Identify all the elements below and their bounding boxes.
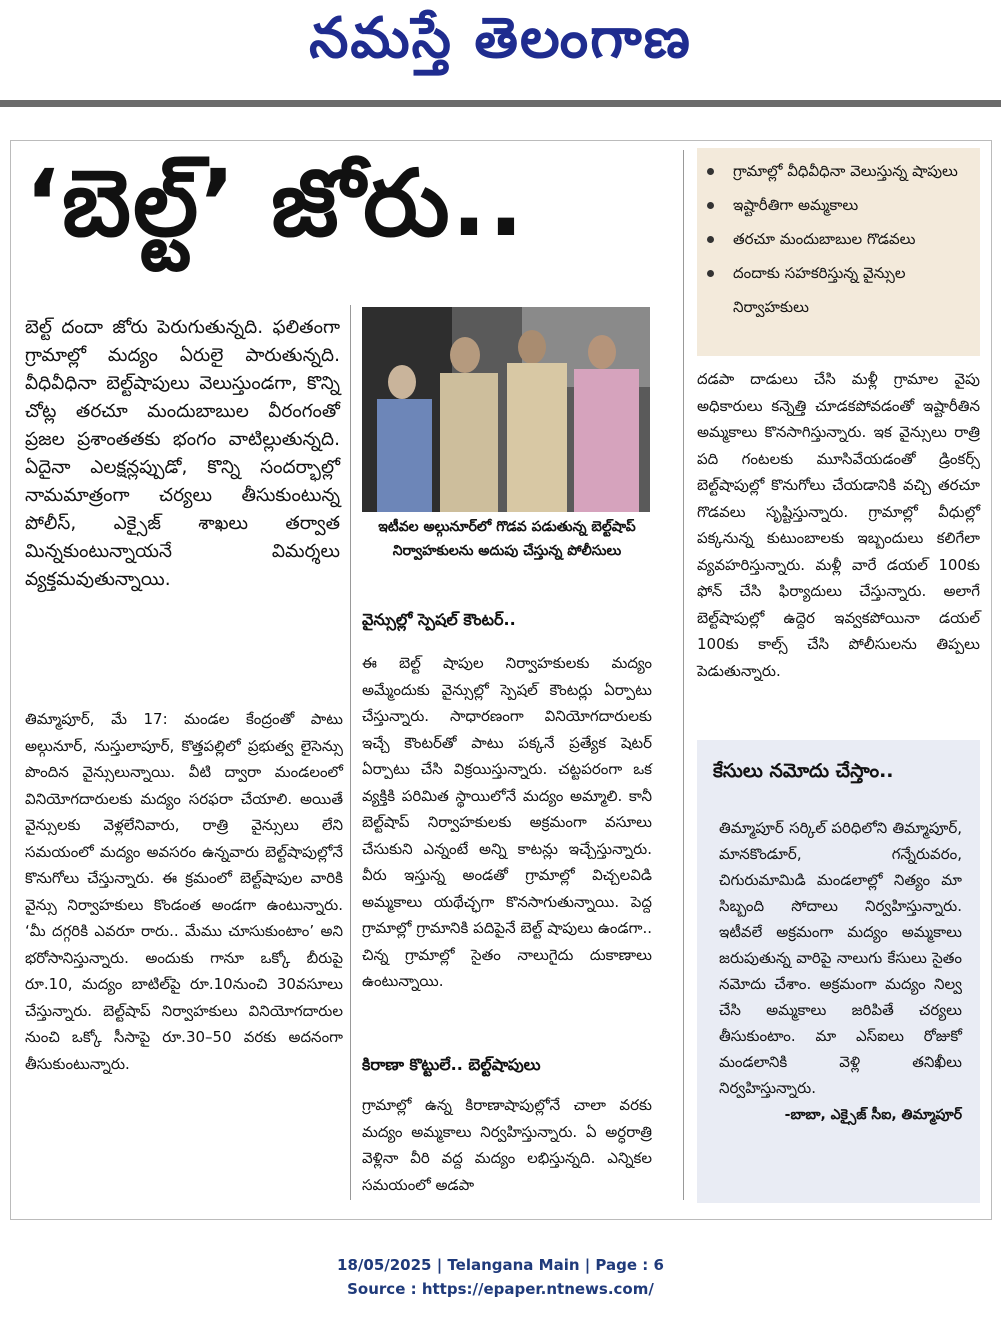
left-column [25,706,343,1077]
bullet-icon [707,202,714,209]
quote-box-title: కేసులు నమోదు చేస్తాం.. [713,760,894,782]
headline: ‘బెల్ట్’ జోరు.. [25,150,526,257]
body-right-text: దడపా దాడులు చేసి మళ్లీ గ్రామాల వైపు అధికారులు కన్నెత్తి చూడకపోవడంతో ఇష్టారీతిన అమ్మకాలు కొనసాగిస్తున్నారు. ఇక వైన్సులు రాత్రి పది గంటలకు మూసివేయడంతో డ్రింకర్స్ బెల్ట్‌షాపుల్లో కొనుగోలు చేయడానికి వచ్చి తరచూ గొడవలు సృష్టిస్తున్నారు. గ్రామాల్లో వీధుల్లో పక్కనున్న కుటుంబాలకు ఇబ్బందులు కలిగేలా వ్యవహరిస్తున్నారు. మళ్లీ వారే డయల్ 100కు ఫోన్ చేసి ఫిర్యాదులు చేస్తున్నారు. అలాగే బెల్ట్‌షాపుల్లో ఉద్దెర ఇవ్వకపోయినా డయల్ 100కు కాల్స్ చేసి పోలీసులను తిప్పలు పెడుతున్నారు. [697,370,980,680]
body-mid1-text: ఈ బెల్ట్ షాపుల నిర్వాహకులకు మద్యం అమ్మేందుకు వైన్సుల్లో స్పెషల్ కౌంటర్లు ఏర్పాటు చేస్తున్నారు. సాధారణంగా వినియోగదారులకు ఇచ్చే కౌంటర్‌తో పాటు పక్కనే ప్రత్యేక షెటర్ ఏర్పాటు చేసి విక్రయిస్తున్నారు. చట్టపరంగా ఒక వ్యక్తికి పరిమిత స్థాయిలోనే మద్యం అమ్మాలి. కానీ బెల్ట్‌షాప్ నిర్వాహకులకు అక్రమంగా వసూలు చేసుకుని ఎన్నంటే అన్ని కాటన్లు ఇచ్చేస్తున్నారు. వీరు ఇస్తున్న అండతో గ్రామాల్లో విచ్చలవిడి అమ్మకాలు యథేచ్ఛగా కొనసాగుతున్నాయి. పెద్ద గ్రామాల్లో గ్రామానికి పదిపైనే బెల్ట్ షాపులు ఉండగా.. చిన్న గ్రామాల్లో సైతం నాలుగైదు దుకాణాలు ఉంటున్నాయి. [362,654,652,990]
body-mid2-text: గ్రామాల్లో ఉన్న కిరాణాషాపుల్లోనే చాలా వరకు మద్యం అమ్మకాలు నిర్వహిస్తున్నారు. ఏ అర్ధరాత్రి వెళ్లినా వీరి వద్ద మద్యం లభిస్తున్నది. ఎన్నికల సమయంలో అడపా [362,1096,652,1194]
footer-date-line: 18/05/2025 | Telangana Main | Page : 6 [337,1256,664,1274]
right-column [697,366,980,684]
bullet-icon [707,236,714,243]
column-divider-right [683,150,684,1200]
photo-caption: ఇటీవల అల్గునూర్‌లో గొడవ పడుతున్న బెల్ట్‌షాప్ నిర్వాహకులను అదుపు చేస్తున్న పోలీసులు [378,519,636,559]
masthead-rule [0,100,1001,107]
subhead-kirana: కిరాణా కొట్టులే.. బెల్ట్‌షాపులు [362,1055,541,1074]
photo-illustration [362,307,650,512]
body-left-text: తిమ్మాపూర్, మే 17: మండల కేంద్రంతో పాటు అల్గునూర్, నుస్తులాపూర్, కొత్తపల్లిలో ప్రభుత్వ లైసెన్సు పొందిన వైన్సులున్నాయి. వీటి ద్వారా మండలంలో వినియోగదారులకు మద్యం సరఫరా చేయాలి. అయితే వైన్సులకు వెళ్లలేనివారు, రాత్రి వైన్సులు లేని సమయంలో మద్యం అవసరం ఉన్నవారు బెల్ట్‌షాపుల్లోనే కొనుగోలు చేస్తున్నారు. ఈ క్రమంలో బెల్ట్‌షాపుల వారికి వైన్సు నిర్వాహకులు కొండంత అండగా ఉంటున్నారు. ‘మీ దగ్గరికి ఎవరూ రారు.. మేము చూసుకుంటాం’ అని భరోసానిస్తున్నారు. అందుకు గానూ ఒక్కో బీరుపై రూ.10, మద్యం బాటిల్‌పై రూ.10నుంచి 30వసూలు చేస్తున్నారు. బెల్ట్‌షాప్ నిర్వాహకులు వినియోగదారుల నుంచి ఒక్కో సీసాపై రూ.30–50 వరకు అదనంగా తీసుకుంటున్నారు. [25,710,343,1073]
footer-source-line[interactable]: Source : https://epaper.ntnews.com/ [347,1280,654,1298]
middle-column-1 [362,650,652,995]
news-photo [362,307,650,512]
quote-box [697,740,980,1203]
highlight-item: తరచూ మందుబాబుల గొడవలు [707,222,980,256]
quote-signature: -బాబా, ఎక్సైజ్ సీఐ, తిమ్మాపూర్ [784,1107,962,1123]
masthead [0,0,1001,100]
subhead-special-counter: వైన్సుల్లో స్పెషల్ కౌంటర్.. [362,610,516,629]
lead-paragraph [25,314,340,594]
bullet-icon [707,168,714,175]
column-divider-left [350,305,351,1200]
highlight-item: గ్రామాల్లో వీధివీధినా వెలుస్తున్న షాపులు [707,154,980,188]
middle-column-2 [362,1092,652,1198]
bullet-icon [707,270,714,277]
quote-box-body: తిమ్మాపూర్ సర్కిల్ పరిధిలోని తిమ్మాపూర్, మానకొండూర్, గన్నేరువరం, చిగురుమామిడి మండలాల్లో నిత్యం మా సిబ్బంది సోదాలు నిర్వహిస్తున్నారు. ఇటీవలే అక్రమంగా మద్యం అమ్మకాలు జరుపుతున్న వారిపై నాలుగు కేసులు సైతం నమోదు చేశాం. అక్రమంగా మద్యం నిల్వ చేసి అమ్మకాలు జరిపితే చర్యలు తీసుకుంటాం. మా ఎస్ఐలు రోజుకో మండలానికి వెళ్లి తనిఖీలు నిర్వహిస్తున్నారు. [719,819,962,1097]
newspaper-title: నమస్తే తెలంగాణ [309,6,692,71]
highlight-item: దందాకు సహకరిస్తున్న వైన్సుల నిర్వాహకులు [707,256,980,324]
highlights-box [697,148,980,356]
lead-text: బెల్ట్ దందా జోరు పెరుగుతున్నది. ఫలితంగా గ్రామాల్లో మద్యం ఏరులై పారుతున్నది. వీధివీధినా బెల్ట్‌షాపులు వెలుస్తుండగా, కొన్ని చోట్ల తరచూ మందుబాబుల వీరంగంతో ప్రజల ప్రశాంతతకు భంగం వాటిల్లుతున్నది. ఏదైనా ఎలక్షన్లప్పుడో, కొన్ని సందర్భాల్లో నామమాత్రంగా చర్యలు తీసుకుంటున్న పోలీస్, ఎక్సైజ్ శాఖలు తర్వాత మిన్నకుంటున్నాయనే విమర్శలు వ్యక్తమవుతున్నాయి. [25,317,340,590]
highlights-list [697,148,980,324]
highlight-item: ఇష్టారీతిగా అమ్మకాలు [707,188,980,222]
